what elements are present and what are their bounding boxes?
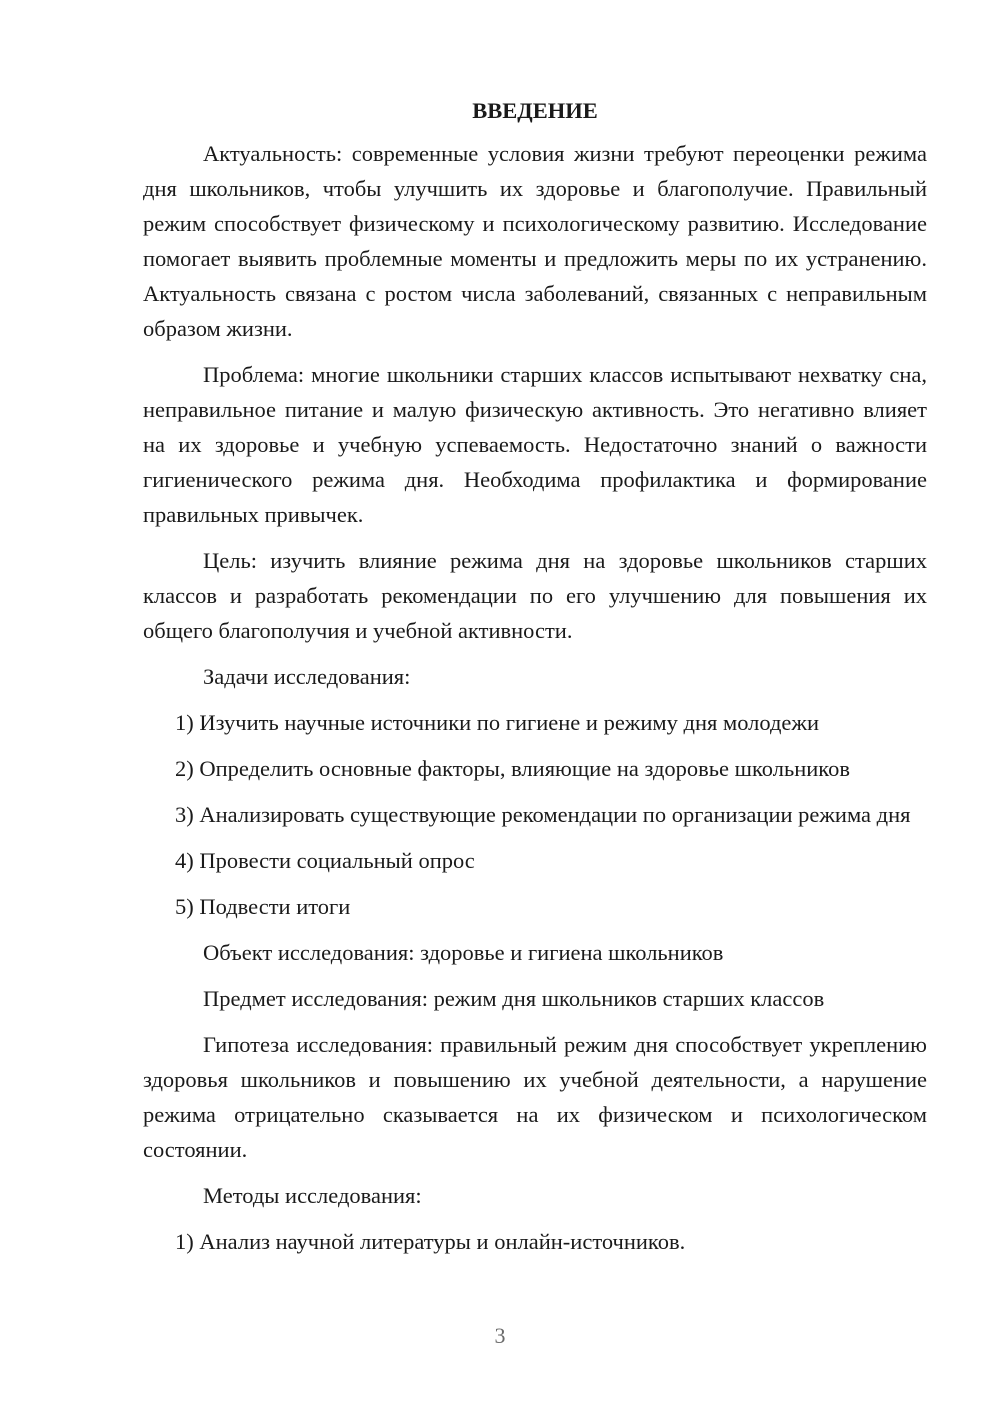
document-page	[143, 96, 927, 1270]
goal-paragraph: Цель: изучить влияние режима дня на здоровье школьников старших классов и разработать рекомендации по его улучшению для повышения их общего благополучия и учебной активности.	[143, 548, 927, 643]
task-item-1: 1) Изучить научные источники по гигиене и режиму дня молодежи	[175, 710, 820, 735]
tasks-heading: Задачи исследования:	[203, 664, 411, 689]
task-item-5: 5) Подвести итоги	[175, 894, 351, 919]
relevance-paragraph: Актуальность: современные условия жизни требуют переоценки режима дня школьников, чтобы улучшить их здоровье и благополучие. Правильный режим способствует физическому и психологическому развитию. Исследование помогает выявить проблемные моменты и предложить меры по их устранению. Актуальность связана с ростом числа заболеваний, связанных с неправильным образом жизни.	[143, 141, 927, 341]
task-item-3: 3) Анализировать существующие рекомендации по организации режима дня	[175, 802, 911, 827]
task-item-2: 2) Определить основные факторы, влияющие на здоровье школьников	[175, 756, 850, 781]
methods-heading: Методы исследования:	[203, 1183, 422, 1208]
method-item-1: 1) Анализ научной литературы и онлайн-источников.	[175, 1229, 686, 1254]
task-item-4: 4) Провести социальный опрос	[175, 848, 475, 873]
object-line: Объект исследования: здоровье и гигиена школьников	[203, 940, 724, 965]
problem-paragraph: Проблема: многие школьники старших классов испытывают нехватку сна, неправильное питание и малую физическую активность. Это негативно влияет на их здоровье и учебную успеваемость. Недостаточно знаний о важности гигиенического режима дня. Необходима профилактика и формирование правильных привычек.	[143, 362, 927, 527]
page-number: 3	[494, 1323, 506, 1348]
hypothesis-paragraph: Гипотеза исследования: правильный режим дня способствует укреплению здоровья школьников и повышению их учебной деятельности, а нарушение режима отрицательно сказывается на их физическом и психологическом состоянии.	[143, 1032, 927, 1162]
page-title: ВВЕДЕНИЕ	[472, 98, 598, 123]
subject-line: Предмет исследования: режим дня школьников старших классов	[203, 986, 825, 1011]
